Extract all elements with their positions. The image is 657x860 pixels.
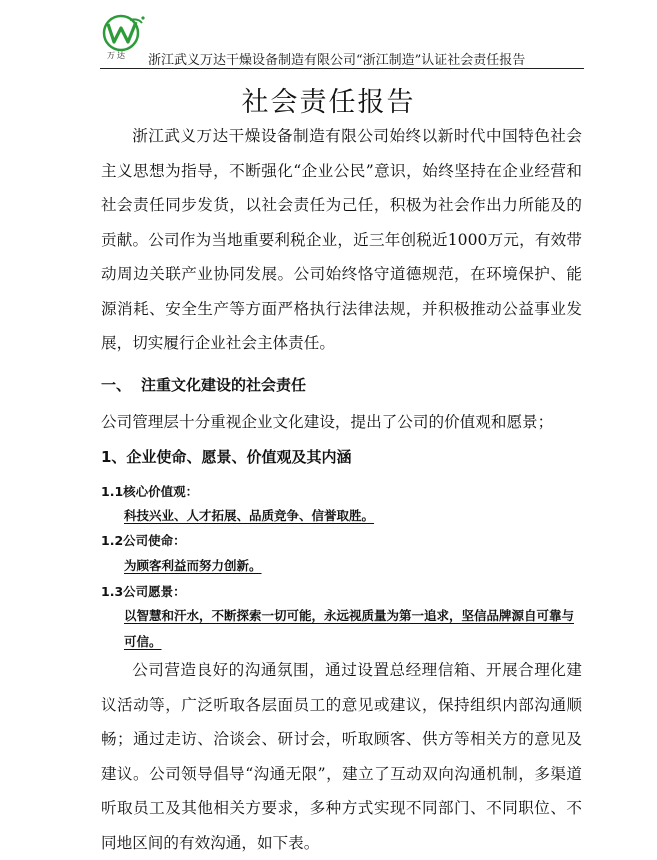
closing-paragraph: 公司营造良好的沟通氛围，通过设置总经理信箱、开展合理化建议活动等，广泛听取各层面员工的意见或建议，保持组织内部沟通顺畅；通过走访、洽谈会、研讨会，听取顾客、供方等相关方的意见及建议。公司领导倡导“沟通无限”，建立了互动双向沟通机制，多渠道听取员工及其他相关方要求，多种方式实现不同部门、不同职位、不同地区间的有效沟通，如下表。 xyxy=(101,661,582,852)
section-1-lead: 公司管理层十分重视企业文化建设，提出了公司的价值观和愿景； xyxy=(101,413,554,431)
header-title: 浙江武义万达干燥设备制造有限公司“浙江制造”认证社会责任报告 xyxy=(148,53,526,68)
subsection-1-heading: 1、企业使命、愿景、价值观及其内涵 xyxy=(101,448,352,466)
section-1-title: 注重文化建设的社会责任 xyxy=(141,376,307,394)
core-values-content: 科技兴业、人才拓展、品质竞争、信誉取胜。 xyxy=(124,508,375,523)
header-divider xyxy=(100,68,584,69)
page-header xyxy=(0,0,657,72)
vision-label: 1.3公司愿景： xyxy=(101,584,186,599)
report-title: 社会责任报告 xyxy=(241,87,416,118)
core-values-label: 1.1核心价值观： xyxy=(101,484,199,499)
mission-content: 为顾客利益而努力创新。 xyxy=(124,558,262,573)
logo-caption: 万达 xyxy=(107,51,127,60)
mission-label: 1.2公司使命： xyxy=(101,533,186,548)
wanda-logo-icon xyxy=(100,14,146,52)
vision-content: 以智慧和汗水，不断探索一切可能，永远视质量为第一追求，坚信品牌源自可靠与可信。 xyxy=(124,608,575,649)
intro-paragraph: 浙江武义万达干燥设备制造有限公司始终以新时代中国特色社会主义思想为指导，不断强化“企业公民”意识，始终坚持在企业经营和社会责任同步发货，以社会责任为己任，积极为社会作出力所能及的贡献。公司作为当地重要利税企业，近三年创税近1000万元，有效带动周边关联产业协同发展。公司始终恪守道德规范，在环境保护、能源消耗、安全生产等方面严格执行法律法规，并积极推动公益事业发展，切实履行企业社会主体责任。 xyxy=(101,127,582,352)
section-1-number: 一、 xyxy=(101,376,132,394)
section-1-heading xyxy=(101,374,306,395)
